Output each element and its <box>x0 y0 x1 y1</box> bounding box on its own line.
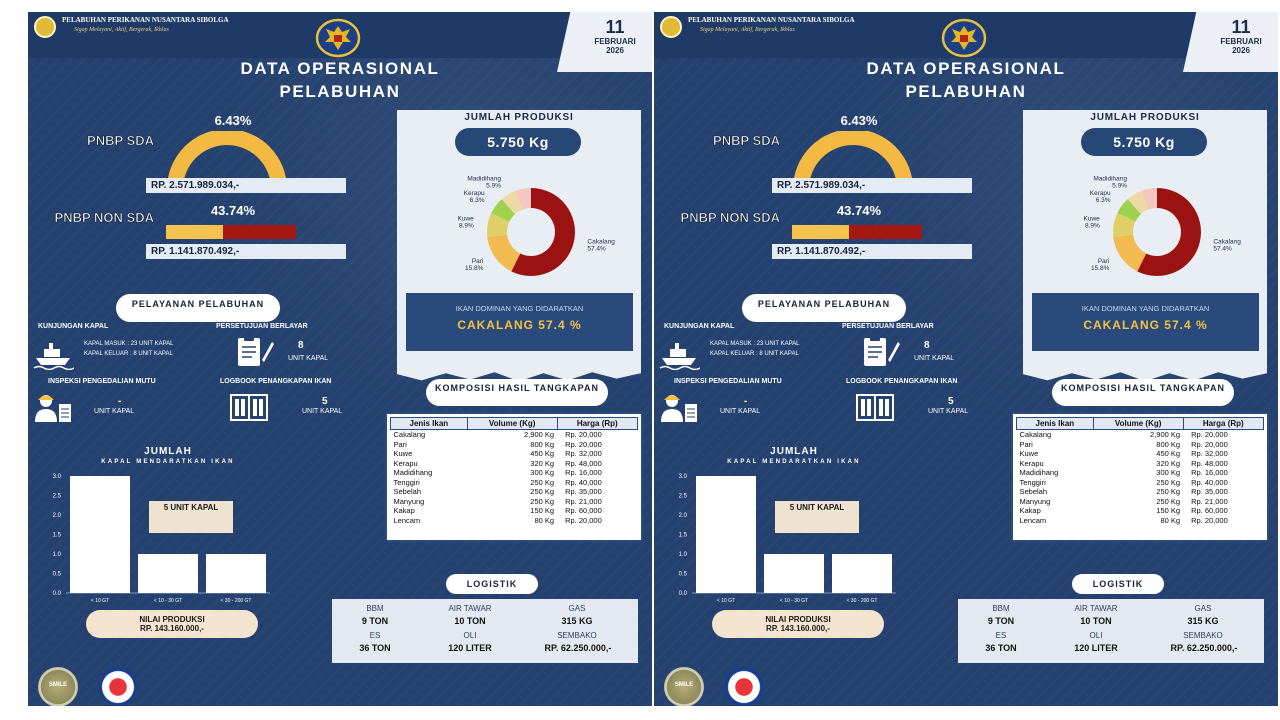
pnbp-non-sda-bar-rest <box>849 225 922 239</box>
dominant-fish-value: CAKALANG 57.4 % <box>457 318 582 332</box>
table-cell: Rp. 60,000 <box>565 506 602 515</box>
poster-left <box>28 12 652 706</box>
table-cell: 150 Kg <box>1156 506 1181 515</box>
logbook-value: 5 <box>948 396 954 407</box>
page-title-line1: DATA OPERASIONAL <box>866 59 1066 78</box>
donut-label: Kuwe 8.9% <box>1083 215 1100 230</box>
composition-table <box>390 417 638 525</box>
clipboard-pen-icon <box>858 334 900 368</box>
pnbp-non-sda-bar-fill <box>166 225 223 239</box>
vessel-chart-subtitle: KAPAL MENDARATKAN IKAN <box>101 459 235 465</box>
logistics-label: OLI <box>1089 631 1103 640</box>
vessel-unit-box: 5 UNIT KAPAL <box>149 501 233 533</box>
table-row <box>1017 440 1264 450</box>
y-tick-label: 0.0 <box>678 591 687 597</box>
composition-table-body <box>1017 430 1264 526</box>
pnbp-non-sda-percent: 43.74% <box>210 203 256 218</box>
vessel-chart-subtitle: KAPAL MENDARATKAN IKAN <box>727 459 861 465</box>
pnbp-sda-percent: 6.43% <box>840 113 878 128</box>
table-cell: Rp. 60,000 <box>1191 506 1228 515</box>
table-cell: Kuwe <box>1019 449 1039 458</box>
logistics-label: BBM <box>366 604 384 613</box>
y-tick-label: 1.0 <box>52 552 61 558</box>
donut-label: Cakalang 57.4% <box>587 238 615 253</box>
logistics-label: GAS <box>568 604 586 613</box>
logbook-label: LOGBOOK PENANGKAPAN IKAN <box>220 378 332 385</box>
agency-logo <box>34 16 56 38</box>
table-cell: Kakap <box>1019 506 1041 515</box>
smile-logo-text: SMILE <box>674 682 694 688</box>
production-title: JUMLAH PRODUKSI <box>1090 112 1200 123</box>
table-header-cell: Volume (Kg) <box>467 418 557 430</box>
logbook-label: LOGBOOK PENANGKAPAN IKAN <box>846 378 958 385</box>
table-cell: 80 Kg <box>1160 515 1181 525</box>
pnbp-non-sda-label: PNBP NON SDA <box>680 210 780 225</box>
table-cell: Manyung <box>1019 496 1051 506</box>
bar <box>138 554 198 593</box>
quality-inspection-unit: UNIT KAPAL <box>720 408 761 415</box>
composition-table-box <box>1011 412 1269 542</box>
date-month: FEBRUARI <box>594 37 636 46</box>
agency-logo <box>660 16 682 38</box>
table-cell: 250 Kg <box>1156 496 1181 506</box>
donut-label: Pari 15.8% <box>1090 258 1110 273</box>
pnbp-non-sda-bar <box>792 225 922 239</box>
table-cell: Manyung <box>393 496 425 506</box>
logistics-value: 315 KG <box>1187 616 1219 626</box>
production-value-amount: RP. 143.160.000,- <box>766 624 830 633</box>
production-value-amount: RP. 143.160.000,- <box>140 624 204 633</box>
quality-inspection-label: INSPEKSI PENGEDALIAN MUTU <box>674 378 782 385</box>
table-row <box>391 506 638 516</box>
logbook-icon <box>228 390 270 424</box>
logistics-value: 36 TON <box>985 643 1017 653</box>
dominant-fish-label: IKAN DOMINAN YANG DIDARATKAN <box>455 304 584 313</box>
service-title-pill: PELAYANAN PELABUHAN <box>742 294 906 322</box>
pnbp-non-sda-bar-fill <box>792 225 849 239</box>
ships-out: KAPAL KELUAR : 8 UNIT KAPAL <box>84 351 173 357</box>
logistics-label: AIR TAWAR <box>1074 604 1118 613</box>
table-cell: Rp. 16,000 <box>565 468 602 477</box>
y-tick-label: 2.5 <box>678 493 687 500</box>
ships-out: KAPAL KELUAR : 8 UNIT KAPAL <box>710 351 799 357</box>
x-tick-label: < 30 - 200 GT <box>846 598 878 604</box>
bar <box>764 554 824 593</box>
table-cell: 2,900 Kg <box>1150 430 1181 439</box>
y-tick-label: 2.5 <box>52 493 61 500</box>
logistics-title-pill: LOGISTIK <box>1072 574 1164 594</box>
pnbp-non-sda-amount: RP. 1.141.870.492,- <box>772 244 972 259</box>
table-header-cell: Harga (Rp) <box>1183 418 1263 430</box>
agency-tagline: Sigap Melayani, Aktif, Bergerak, Ikhlas <box>74 27 169 33</box>
table-cell: 2,900 Kg <box>524 430 555 439</box>
ships-in: KAPAL MASUK : 23 UNIT KAPAL <box>710 341 800 347</box>
logbook-icon <box>854 390 896 424</box>
donut-label: Madidihang 5.9% <box>1093 175 1127 190</box>
bar <box>696 476 756 593</box>
y-tick-label: 2.0 <box>678 513 687 519</box>
table-cell: Cakalang <box>393 430 426 439</box>
table-cell: Rp. 40,000 <box>1191 477 1228 487</box>
sailing-approval-label: PERSETUJUAN BERLAYAR <box>216 323 308 330</box>
table-row <box>1017 516 1264 526</box>
table-cell: Rp. 16,000 <box>1191 468 1228 477</box>
logistics-title-pill: LOGISTIK <box>446 574 538 594</box>
logistics-label: AIR TAWAR <box>448 604 492 613</box>
ships-in: KAPAL MASUK : 23 UNIT KAPAL <box>84 341 174 347</box>
production-value: 5.750 Kg <box>455 128 581 156</box>
service-title-pill: PELAYANAN PELABUHAN <box>116 294 280 322</box>
date-year: 2026 <box>606 46 624 55</box>
donut-label: Kerapu 6.3% <box>1089 190 1111 205</box>
table-row <box>1017 468 1264 478</box>
production-value-pill <box>712 610 884 638</box>
smile-logo <box>38 667 78 706</box>
sailing-approval-unit: UNIT KAPAL <box>914 355 955 362</box>
pnbp-sda-percent: 6.43% <box>214 113 252 128</box>
table-header-row <box>391 418 638 430</box>
smile-logo <box>664 667 704 706</box>
pnbp-sda-amount: RP. 2.571.989.034,- <box>772 178 972 193</box>
table-cell: Rp. 20,000 <box>565 439 602 449</box>
y-tick-label: 1.5 <box>678 532 687 539</box>
table-cell: Tenggiri <box>1019 477 1046 487</box>
logistics-value: 9 TON <box>361 616 389 626</box>
table-row <box>1017 497 1264 507</box>
agency-tagline: Sigap Melayani, Aktif, Bergerak, Ikhlas <box>700 27 795 33</box>
table-row <box>391 478 638 488</box>
table-header-cell: Jenis Ikan <box>391 418 468 430</box>
table-cell: Sebelah <box>393 487 422 496</box>
y-tick-label: 3.0 <box>678 474 687 480</box>
logistics-label: BBM <box>992 604 1010 613</box>
bar <box>832 554 892 593</box>
logistics-value: RP. 62.250.000,- <box>1170 643 1238 653</box>
table-cell: Sebelah <box>1019 487 1048 496</box>
production-value-label: NILAI PRODUKSI <box>765 615 831 624</box>
table-header-cell: Jenis Ikan <box>1017 418 1094 430</box>
table-cell: Kerapu <box>393 458 418 468</box>
x-tick-label: < 10 - 30 GT <box>779 598 809 604</box>
logbook-unit: UNIT KAPAL <box>928 408 969 415</box>
date-day: 11 <box>1231 17 1251 37</box>
y-tick-label: 1.0 <box>678 552 687 558</box>
table-cell: Rp. 20,000 <box>565 515 602 525</box>
pnbp-sda-label: PNBP SDA <box>713 133 780 148</box>
table-cell: Rp. 20,000 <box>1191 439 1228 449</box>
inspector-icon <box>658 390 700 424</box>
date-year: 2026 <box>1232 46 1250 55</box>
quality-inspection-label: INSPEKSI PENGEDALIAN MUTU <box>48 378 156 385</box>
x-tick-label: < 30 - 200 GT <box>220 598 252 604</box>
composition-table-body <box>391 430 638 526</box>
sailing-approval-value: 8 <box>924 340 930 351</box>
donut-label: Kuwe 8.9% <box>457 215 474 230</box>
table-row <box>1017 430 1264 440</box>
table-cell: Rp. 20,000 <box>565 430 602 439</box>
table-header-cell: Volume (Kg) <box>1093 418 1183 430</box>
logistics-value: 120 LITER <box>448 643 492 653</box>
table-cell: Rp. 48,000 <box>1191 458 1228 468</box>
logistics-label: OLI <box>463 631 477 640</box>
table-cell: 250 Kg <box>1156 487 1181 496</box>
production-donut-chart <box>1023 162 1267 292</box>
dominant-fish-label: IKAN DOMINAN YANG DIDARATKAN <box>1081 304 1210 313</box>
table-cell: Pari <box>1019 439 1033 449</box>
visit-label: KUNJUNGAN KAPAL <box>38 323 109 330</box>
table-cell: 450 Kg <box>1156 449 1181 458</box>
composition-table <box>1016 417 1264 525</box>
vessel-bar-chart <box>664 470 904 606</box>
table-row <box>391 440 638 450</box>
poster-right <box>654 12 1278 706</box>
institution-seal-logo <box>98 667 138 706</box>
production-value-pill <box>86 610 258 638</box>
y-tick-label: 3.0 <box>52 474 61 480</box>
page-title-line1: DATA OPERASIONAL <box>240 59 440 78</box>
x-tick-label: < 10 GT <box>716 598 736 604</box>
logbook-value: 5 <box>322 396 328 407</box>
logistics-label: GAS <box>1194 604 1212 613</box>
table-cell: 150 Kg <box>530 506 555 515</box>
table-cell: Lencam <box>393 515 421 525</box>
table-cell: 300 Kg <box>530 468 555 477</box>
y-tick-label: 1.5 <box>52 532 61 539</box>
table-cell: Rp. 20,000 <box>1191 430 1228 439</box>
page-title-line2: PELABUHAN <box>905 82 1027 101</box>
table-cell: 250 Kg <box>1156 477 1181 487</box>
table-header-row <box>1017 418 1264 430</box>
table-row <box>391 516 638 526</box>
vessel-unit-box: 5 UNIT KAPAL <box>775 501 859 533</box>
table-header-cell: Harga (Rp) <box>557 418 637 430</box>
smile-logo-text: SMILE <box>48 682 68 688</box>
pnbp-non-sda-label: PNBP NON SDA <box>54 210 154 225</box>
inspector-icon <box>32 390 74 424</box>
table-cell: Madidihang <box>1019 468 1059 477</box>
table-cell: Rp. 20,000 <box>1191 515 1228 525</box>
donut-label: Madidihang 5.9% <box>467 175 501 190</box>
logistics-value: 10 TON <box>1080 616 1112 626</box>
table-cell: Kuwe <box>393 449 413 458</box>
quality-inspection-value: - <box>118 396 122 407</box>
table-cell: Rp. 21,000 <box>1191 496 1228 506</box>
table-row <box>391 487 638 497</box>
logistics-label: ES <box>369 631 381 640</box>
agency-name: PELABUHAN PERIKANAN NUSANTARA SIBOLGA <box>688 16 855 24</box>
table-cell: Lencam <box>1019 515 1047 525</box>
table-cell: 250 Kg <box>530 477 555 487</box>
composition-title-pill: KOMPOSISI HASIL TANGKAPAN <box>426 379 608 406</box>
table-cell: Rp. 35,000 <box>1191 487 1228 496</box>
pnbp-non-sda-bar-rest <box>223 225 296 239</box>
y-tick-label: 0.5 <box>52 571 61 578</box>
garuda-emblem-icon <box>941 18 987 58</box>
ship-icon <box>658 336 700 370</box>
vessel-chart-title: JUMLAH <box>770 446 818 457</box>
table-cell: 250 Kg <box>530 487 555 496</box>
table-cell: 450 Kg <box>530 449 555 458</box>
production-value-label: NILAI PRODUKSI <box>139 615 205 624</box>
table-cell: Madidihang <box>393 468 433 477</box>
logistics-label: SEMBAKO <box>557 631 597 640</box>
pnbp-non-sda-percent: 43.74% <box>836 203 882 218</box>
table-row <box>391 459 638 469</box>
table-cell: Rp. 21,000 <box>565 496 602 506</box>
table-cell: Rp. 32,000 <box>1191 449 1228 458</box>
pnbp-non-sda-bar <box>166 225 296 239</box>
logistics-value: 315 KG <box>561 616 593 626</box>
table-row <box>1017 478 1264 488</box>
table-row <box>1017 506 1264 516</box>
visit-label: KUNJUNGAN KAPAL <box>664 323 735 330</box>
page-title-line2: PELABUHAN <box>279 82 401 101</box>
table-cell: 300 Kg <box>1156 468 1181 477</box>
logbook-unit: UNIT KAPAL <box>302 408 343 415</box>
pnbp-non-sda-amount: RP. 1.141.870.492,- <box>146 244 346 259</box>
sailing-approval-value: 8 <box>298 340 304 351</box>
table-cell: 800 Kg <box>530 439 555 449</box>
bar <box>70 476 130 593</box>
composition-title-pill: KOMPOSISI HASIL TANGKAPAN <box>1052 379 1234 406</box>
logistics-label: SEMBAKO <box>1183 631 1223 640</box>
table-cell: Rp. 48,000 <box>565 458 602 468</box>
composition-table-box <box>385 412 643 542</box>
table-cell: Pari <box>393 439 407 449</box>
production-value: 5.750 Kg <box>1081 128 1207 156</box>
table-cell: 80 Kg <box>534 515 555 525</box>
clipboard-pen-icon <box>232 334 274 368</box>
table-row <box>391 430 638 440</box>
table-row <box>1017 487 1264 497</box>
y-tick-label: 2.0 <box>52 513 61 519</box>
logistics-value: 120 LITER <box>1074 643 1118 653</box>
sailing-approval-label: PERSETUJUAN BERLAYAR <box>842 323 934 330</box>
table-cell: Rp. 40,000 <box>565 477 602 487</box>
date-month: FEBRUARI <box>1220 37 1262 46</box>
logistics-value: 36 TON <box>359 643 391 653</box>
logistics-label: ES <box>995 631 1007 640</box>
table-cell: 800 Kg <box>1156 439 1181 449</box>
table-cell: Rp. 35,000 <box>565 487 602 496</box>
x-tick-label: < 10 GT <box>90 598 110 604</box>
table-row <box>391 449 638 459</box>
x-tick-label: < 10 - 30 GT <box>153 598 183 604</box>
table-cell: Rp. 32,000 <box>565 449 602 458</box>
quality-inspection-unit: UNIT KAPAL <box>94 408 135 415</box>
table-row <box>1017 449 1264 459</box>
quality-inspection-value: - <box>744 396 748 407</box>
sailing-approval-unit: UNIT KAPAL <box>288 355 329 362</box>
vessel-chart-title: JUMLAH <box>144 446 192 457</box>
pnbp-sda-label: PNBP SDA <box>87 133 154 148</box>
production-donut-chart <box>397 162 641 292</box>
donut-label: Pari 15.8% <box>464 258 484 273</box>
table-row <box>1017 459 1264 469</box>
production-title: JUMLAH PRODUKSI <box>464 112 574 123</box>
date-day: 11 <box>605 17 625 37</box>
table-cell: Kakap <box>393 506 415 515</box>
logistics-value: 9 TON <box>987 616 1015 626</box>
table-row <box>391 468 638 478</box>
vessel-bar-chart <box>38 470 278 606</box>
garuda-emblem-icon <box>315 18 361 58</box>
pnbp-sda-amount: RP. 2.571.989.034,- <box>146 178 346 193</box>
table-cell: Kerapu <box>1019 458 1044 468</box>
table-cell: Tenggiri <box>393 477 420 487</box>
y-tick-label: 0.0 <box>52 591 61 597</box>
agency-name: PELABUHAN PERIKANAN NUSANTARA SIBOLGA <box>62 16 229 24</box>
table-row <box>391 497 638 507</box>
institution-seal-logo <box>724 667 764 706</box>
dominant-fish-value: CAKALANG 57.4 % <box>1083 318 1208 332</box>
logistics-value: 10 TON <box>454 616 486 626</box>
table-cell: Cakalang <box>1019 430 1052 439</box>
donut-label: Kerapu 6.3% <box>463 190 485 205</box>
logistics-value: RP. 62.250.000,- <box>544 643 612 653</box>
table-cell: 320 Kg <box>1156 458 1181 468</box>
ship-icon <box>32 336 74 370</box>
bar <box>206 554 266 593</box>
donut-label: Cakalang 57.4% <box>1213 238 1241 253</box>
table-cell: 250 Kg <box>530 496 555 506</box>
table-cell: 320 Kg <box>530 458 555 468</box>
y-tick-label: 0.5 <box>678 571 687 578</box>
